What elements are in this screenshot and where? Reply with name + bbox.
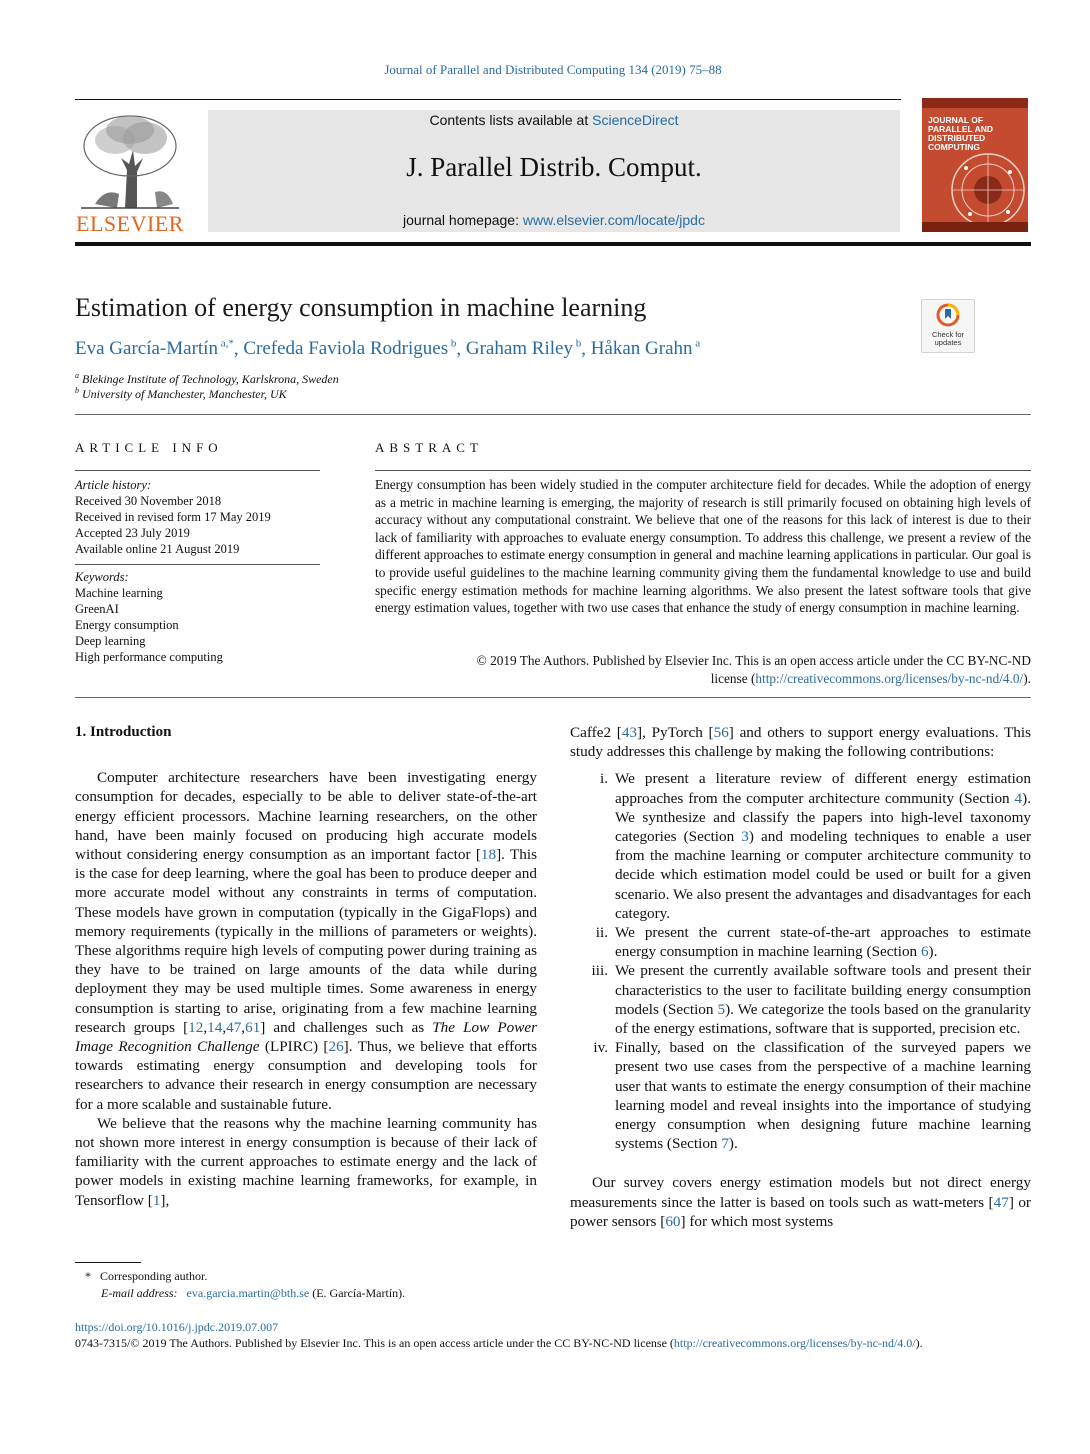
divider [75,470,320,471]
section-link[interactable]: 5 [717,1000,726,1018]
list-item: ii. We present the current state-of-the-art approaches to estimate energy consumption in machine learning (Section 6). [595,924,1031,961]
elsevier-wordmark: ELSEVIER [76,211,184,236]
body-column-left [75,723,537,1210]
contribution-list [570,769,1031,1153]
divider [75,414,1031,415]
list-item: iv. Finally, based on the classification of the surveyed papers we present two use cases from the perspective of a machine learning user that wants to estimate the energy consumption of their machine learning model and reveal insights into the importance of studying energy consumption when designing future machine learning systems (Section 7). [593,1039,1031,1153]
elsevier-logo[interactable] [75,108,185,234]
abstract-text: Energy consumption has been widely studied in the computer architecture field for decades. While the adoption of energy as a metric in machine learning is emerging, the majority of research is still primarily focused on obtaining high levels of accuracy without any computational constraint. We believe that one of the reasons for this lack of interest is due to their lack of familiarity with approaches to evaluate energy consumption. To address this challenge, we present a review of the different approaches to estimate energy consumption in general and machine learning applications in particular. Our goal is to provide useful guidelines to the machine learning community giving them the fundamental knowledge to use and build specific energy estimation methods for machine learning algorithms. We also present the latest software tools that give energy estimation values, together with two use cases that enhance the study of energy consumption in machine learning. [375,477,1031,616]
check-updates-label: Check for updates [931,330,965,347]
citation-link[interactable]: 60 [665,1212,681,1230]
journal-reference[interactable]: Journal of Parallel and Distributed Computing 134 (2019) 75–88 [384,62,722,77]
abstract-copyright: © 2019 The Authors. Published by Elsevier Inc. This is an open access article under the CC BY-NC-ND license (http://creativecommons.org/licenses/by-nc-nd/4.0/). [476,653,1031,686]
body-column-right [570,723,1031,1231]
abstract-heading: ABSTRACT [375,440,483,455]
author-4[interactable]: Håkan Grahn $^a$ [590,338,701,360]
section-link[interactable]: 6 [920,943,929,961]
section-link[interactable]: 4 [1014,789,1023,807]
citation-link[interactable]: 26 [328,1038,344,1056]
affiliation-a: $^a$ Blekinge Institute of Technology, Karlskrona, Sweden [75,371,339,386]
citation-link[interactable]: 14 [207,1018,223,1036]
contents-line [208,112,900,128]
keyword: High performance computing [75,650,223,664]
affiliation-b: $^b$ University of Manchester, Manchester, UK [75,386,287,401]
history-label: Article history: [75,478,152,492]
email-link[interactable]: eva.garcia.martin@bth.se [186,1286,310,1300]
citation-link[interactable]: 43 [621,724,638,741]
keyword: GreenAI [75,602,119,616]
citation-link[interactable]: 61 [245,1018,261,1036]
section-link[interactable]: 7 [721,1135,729,1153]
paragraph: Computer architecture researchers have been investigating energy consumption for decades, especially to be able to deliver state-of-the-art energy efficient processors. Machine learning researchers, on the other hand, have been mainly focused on producing high accurate models without considering energy consumption as an important factor [18]. This is the case for deep learning, where the goal has been to produce deeper and more accurate model without any constraints in terms of computation. These models have grown in computation (typically in the GigaFlops) and memory requirements (typically in the millions of parameters or weights). These algorithms require high levels of computing power during training as they have to be trained on large amounts of the data while during deployment they may be used multiple times. Some awareness in energy consumption is starting to arise, originating from a few machine learning research groups [12,14,47,61] and challenges such as The Low Power Image Recognition Challenge (LPIRC) [26]. Thus, we believe that efforts towards estimating energy consumption and developing tools for researchers to advance their research in energy consumption are necessary for a more scalable and sustainable future. [75,769,537,1113]
divider [375,470,1031,471]
citation-link[interactable]: 47 [993,1193,1009,1211]
journal-name: J. Parallel Distrib. Comput. [406,152,702,182]
citation-link[interactable]: 56 [713,724,729,741]
header-rule [75,99,901,100]
citation-link[interactable]: 12 [188,1018,204,1036]
header-thick-rule [75,242,1031,246]
section-heading: 1. Introduction [75,724,172,740]
footnote: * Corresponding author. E-mail address: eva.garcia.martin@bth.se (E. García-Martín). [85,1269,406,1300]
author-3[interactable]: Graham Riley $^b$ [465,338,582,360]
citation-link[interactable]: 1 [152,1191,161,1209]
doi-link[interactable]: https://doi.org/10.1016/j.jpdc.2019.07.007 [75,1320,279,1334]
contents-prefix: Contents lists available at [429,112,593,128]
author-2[interactable]: Crefeda Faviola Rodrigues $^b$ [243,338,457,360]
list-item: i. We present a literature review of different energy estimation approaches from the computer architecture community (Section 4). We synthesize and classify the papers into high-level taxonomy categories (Section 3) and modeling techniques to enable a user from the machine learning or computer architecture community to decide which estimation model could be used or built for a given scenario. We also present the advantages and disadvantages for each category. [599,770,1032,922]
paragraph: Caffe2 [43], PyTorch [56] and others to support energy evaluations. This study addresses this challenge by making the following contributions: [570,724,1032,761]
homepage-line [208,212,900,228]
cover-title: JOURNAL OF PARALLEL AND DISTRIBUTED COMPUTING [928,115,994,152]
section-link[interactable]: 3 [741,828,749,846]
divider [75,697,1031,698]
history-revised: Received in revised form 17 May 2019 [75,510,271,524]
article-title: Estimation of energy consumption in machine learning [75,293,647,322]
cover-graphic-icon [922,98,1028,232]
journal-cover[interactable] [922,98,1028,232]
check-updates-icon [936,303,960,329]
homepage-prefix: journal homepage: [403,212,523,228]
article-history [75,477,271,557]
citation-link[interactable]: 18 [480,846,497,864]
keyword: Machine learning [75,586,163,600]
sciencedirect-link[interactable]: ScienceDirect [592,112,679,128]
citation-link[interactable]: 47 [226,1018,242,1036]
history-received: Received 30 November 2018 [75,494,222,508]
paragraph: We believe that the reasons why the machine learning community has not shown more interest in energy consumption is because of their lack of familiarity with the current approaches to estimate energy and the lack of power models in existing machine learning frameworks, for example, in Tensorflow [1], [75,1114,537,1209]
keywords [75,569,223,665]
keywords-label: Keywords: [75,570,129,584]
keyword: Energy consumption [75,618,179,632]
list-item: iii. We present the currently available software tools and present their characteristics to the user to facilitate building energy consumption models (Section 5). We categorize the tools based on the granularity of the energy estimations, software that is supported, precision etc. [591,962,1032,1038]
license-statement: 0743-7315/© 2019 The Authors. Published by Elsevier Inc. This is an open access article under the CC BY-NC-ND license (http://creativecommons.org/licenses/by-nc-nd/4.0/). [75,1336,923,1350]
history-online: Available online 21 August 2019 [75,542,240,556]
license-link[interactable]: http://creativecommons.org/licenses/by-nc-nd/4.0/ [755,670,1024,686]
author-1[interactable]: Eva García-Martín $^{a,*}$ [75,338,234,360]
check-for-updates-badge[interactable] [921,299,975,353]
article-info-heading: ARTICLE INFO [75,440,223,455]
footnote-rule [75,1262,141,1263]
journal-homepage-link[interactable]: www.elsevier.com/locate/jpdc [522,212,705,228]
author-list: Eva García-Martín $^{a,*}$, Crefeda Faviola Rodrigues $^b$, Graham Riley $^b$, Håkan Grahn $^a$ [75,338,701,360]
history-accepted: Accepted 23 July 2019 [75,526,190,540]
divider [75,564,320,565]
license-link[interactable]: http://creativecommons.org/licenses/by-nc-nd/4.0/ [673,1336,916,1350]
paragraph: Our survey covers energy estimation models but not direct energy measurements since the latter is based on tools such as watt-meters [47] or power sensors [60] for which most systems [570,1174,1031,1230]
keyword: Deep learning [75,634,146,648]
